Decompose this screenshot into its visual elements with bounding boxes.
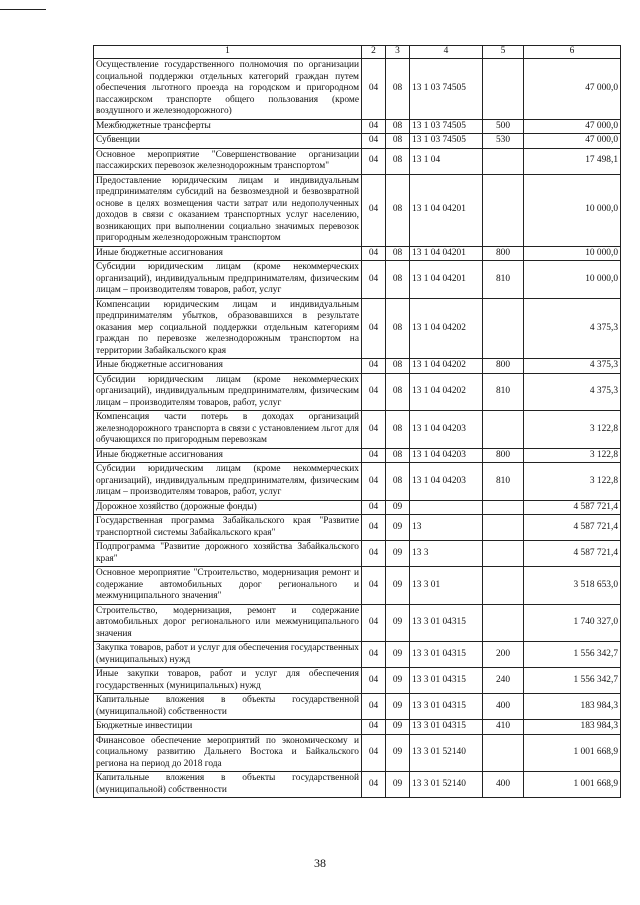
table-row bbox=[94, 604, 621, 642]
row-expense-type bbox=[483, 500, 524, 515]
row-amount: 1 556 342,7 bbox=[524, 642, 621, 668]
row-target-code: 13 1 04 bbox=[410, 148, 483, 174]
row-name: Основное мероприятие "Совершенствование организации пассажирских перевозок железнодорожным транспортом" bbox=[94, 148, 362, 174]
row-subsection: 08 bbox=[386, 411, 410, 449]
table-row bbox=[94, 298, 621, 359]
row-name: Закупка товаров, работ и услуг для обеспечения государственных (муниципальных) нужд bbox=[94, 642, 362, 668]
row-expense-type: 240 bbox=[483, 668, 524, 694]
table-row bbox=[94, 359, 621, 374]
row-section: 04 bbox=[362, 119, 386, 134]
row-section: 04 bbox=[362, 772, 386, 798]
row-name: Предоставление юридическим лицам и индивидуальным предпринимателям субсидий на безвозмездной и безвозвратной основе в целях возмещения части затрат или недополученных доходов в связи с оказанием транспортных услуг населению, возникающих при выполнении социально значимых перевозок пригородным железнодорожным транспортом bbox=[94, 174, 362, 246]
row-section: 04 bbox=[362, 734, 386, 772]
table-row bbox=[94, 567, 621, 605]
row-subsection: 08 bbox=[386, 448, 410, 463]
row-section: 04 bbox=[362, 174, 386, 246]
row-section: 04 bbox=[362, 642, 386, 668]
row-expense-type: 800 bbox=[483, 448, 524, 463]
row-subsection: 09 bbox=[386, 604, 410, 642]
row-subsection: 08 bbox=[386, 359, 410, 374]
row-name: Компенсация части потерь в доходах организаций железнодорожного транспорта в связи с установлением льгот для обучающихся по пригородным перевозкам bbox=[94, 411, 362, 449]
table-row bbox=[94, 515, 621, 541]
row-target-code bbox=[410, 500, 483, 515]
row-target-code: 13 1 03 74505 bbox=[410, 134, 483, 149]
row-section: 04 bbox=[362, 515, 386, 541]
table-row bbox=[94, 642, 621, 668]
table-row bbox=[94, 261, 621, 299]
row-expense-type: 530 bbox=[483, 134, 524, 149]
row-amount: 4 587 721,4 bbox=[524, 500, 621, 515]
row-subsection: 08 bbox=[386, 463, 410, 501]
row-amount: 183 984,3 bbox=[524, 720, 621, 735]
row-name: Иные бюджетные ассигнования bbox=[94, 448, 362, 463]
row-target-code: 13 1 04 04203 bbox=[410, 463, 483, 501]
row-target-code: 13 3 bbox=[410, 541, 483, 567]
table-row bbox=[94, 373, 621, 411]
row-target-code: 13 3 01 bbox=[410, 567, 483, 605]
row-target-code: 13 3 01 04315 bbox=[410, 720, 483, 735]
row-target-code: 13 3 01 04315 bbox=[410, 694, 483, 720]
row-section: 04 bbox=[362, 541, 386, 567]
budget-page bbox=[93, 45, 620, 798]
table-row bbox=[94, 174, 621, 246]
row-name: Иные бюджетные ассигнования bbox=[94, 359, 362, 374]
row-amount: 4 375,3 bbox=[524, 373, 621, 411]
header-row bbox=[94, 46, 621, 59]
budget-table bbox=[93, 45, 621, 798]
table-row bbox=[94, 463, 621, 501]
header-cell-name: 1 bbox=[94, 46, 362, 59]
row-target-code: 13 3 01 52140 bbox=[410, 772, 483, 798]
row-target-code: 13 1 04 04201 bbox=[410, 246, 483, 261]
row-subsection: 08 bbox=[386, 174, 410, 246]
row-amount: 47 000,0 bbox=[524, 59, 621, 120]
row-subsection: 08 bbox=[386, 261, 410, 299]
page-number: 38 bbox=[314, 856, 326, 870]
row-section: 04 bbox=[362, 134, 386, 149]
row-target-code: 13 1 04 04203 bbox=[410, 448, 483, 463]
row-amount: 3 122,8 bbox=[524, 448, 621, 463]
row-expense-type bbox=[483, 567, 524, 605]
row-section: 04 bbox=[362, 694, 386, 720]
row-subsection: 09 bbox=[386, 734, 410, 772]
table-row bbox=[94, 134, 621, 149]
table-row bbox=[94, 148, 621, 174]
row-name: Бюджетные инвестиции bbox=[94, 720, 362, 735]
row-target-code: 13 1 04 04201 bbox=[410, 261, 483, 299]
row-subsection: 08 bbox=[386, 119, 410, 134]
table-row bbox=[94, 668, 621, 694]
row-amount: 4 375,3 bbox=[524, 298, 621, 359]
row-expense-type bbox=[483, 59, 524, 120]
table-row bbox=[94, 119, 621, 134]
row-name: Иные бюджетные ассигнования bbox=[94, 246, 362, 261]
row-amount: 3 122,8 bbox=[524, 411, 621, 449]
header-cell-target-code: 4 bbox=[410, 46, 483, 59]
row-section: 04 bbox=[362, 720, 386, 735]
row-subsection: 08 bbox=[386, 148, 410, 174]
row-amount: 10 000,0 bbox=[524, 261, 621, 299]
row-amount: 3 518 653,0 bbox=[524, 567, 621, 605]
row-expense-type: 810 bbox=[483, 373, 524, 411]
row-expense-type bbox=[483, 298, 524, 359]
row-name: Финансовое обеспечение мероприятий по экономическому и социальному развитию Дальнего Востока и Байкальского региона на период до 2018 года bbox=[94, 734, 362, 772]
row-amount: 17 498,1 bbox=[524, 148, 621, 174]
row-subsection: 08 bbox=[386, 246, 410, 261]
row-target-code: 13 1 03 74505 bbox=[410, 119, 483, 134]
row-subsection: 09 bbox=[386, 720, 410, 735]
row-target-code: 13 3 01 04315 bbox=[410, 604, 483, 642]
row-target-code: 13 1 04 04201 bbox=[410, 174, 483, 246]
row-expense-type bbox=[483, 604, 524, 642]
row-expense-type bbox=[483, 515, 524, 541]
row-expense-type: 810 bbox=[483, 463, 524, 501]
row-section: 04 bbox=[362, 246, 386, 261]
row-amount: 183 984,3 bbox=[524, 694, 621, 720]
row-expense-type: 800 bbox=[483, 246, 524, 261]
row-name: Подпрограмма "Развитие дорожного хозяйства Забайкальского края" bbox=[94, 541, 362, 567]
row-subsection: 09 bbox=[386, 694, 410, 720]
header-cell-amount: 6 bbox=[524, 46, 621, 59]
row-section: 04 bbox=[362, 567, 386, 605]
row-section: 04 bbox=[362, 604, 386, 642]
row-subsection: 08 bbox=[386, 134, 410, 149]
row-subsection: 09 bbox=[386, 515, 410, 541]
row-expense-type bbox=[483, 411, 524, 449]
row-section: 04 bbox=[362, 448, 386, 463]
row-expense-type: 200 bbox=[483, 642, 524, 668]
row-subsection: 09 bbox=[386, 541, 410, 567]
row-subsection: 09 bbox=[386, 500, 410, 515]
row-name: Капитальные вложения в объекты государственной (муниципальной) собственности bbox=[94, 772, 362, 798]
row-amount: 47 000,0 bbox=[524, 119, 621, 134]
row-amount: 1 556 342,7 bbox=[524, 668, 621, 694]
row-section: 04 bbox=[362, 298, 386, 359]
row-target-code: 13 3 01 04315 bbox=[410, 642, 483, 668]
row-name: Основное мероприятие "Строительство, модернизация ремонт и содержание автомобильных дорог регионального и межмуниципального значения" bbox=[94, 567, 362, 605]
table-row bbox=[94, 59, 621, 120]
row-target-code: 13 3 01 04315 bbox=[410, 668, 483, 694]
row-amount: 1 001 668,9 bbox=[524, 772, 621, 798]
row-target-code: 13 1 03 74505 bbox=[410, 59, 483, 120]
table-row bbox=[94, 500, 621, 515]
table-row bbox=[94, 734, 621, 772]
header-cell-subsection: 3 bbox=[386, 46, 410, 59]
row-target-code: 13 3 01 52140 bbox=[410, 734, 483, 772]
table-row bbox=[94, 448, 621, 463]
row-amount: 10 000,0 bbox=[524, 246, 621, 261]
row-target-code: 13 bbox=[410, 515, 483, 541]
row-name: Субсидии юридическим лицам (кроме некоммерческих организаций), индивидуальным предпринимателям, физическим лицам – производителям товаров, работ, услуг bbox=[94, 463, 362, 501]
row-name: Государственная программа Забайкальского края "Развитие транспортной системы Забайкальского края" bbox=[94, 515, 362, 541]
row-section: 04 bbox=[362, 411, 386, 449]
row-subsection: 08 bbox=[386, 59, 410, 120]
row-section: 04 bbox=[362, 261, 386, 299]
row-subsection: 08 bbox=[386, 373, 410, 411]
table-row bbox=[94, 411, 621, 449]
row-section: 04 bbox=[362, 500, 386, 515]
row-expense-type bbox=[483, 541, 524, 567]
row-section: 04 bbox=[362, 359, 386, 374]
row-expense-type: 410 bbox=[483, 720, 524, 735]
corner-rule bbox=[0, 9, 46, 10]
header-cell-expense-type: 5 bbox=[483, 46, 524, 59]
table-row bbox=[94, 772, 621, 798]
row-expense-type bbox=[483, 734, 524, 772]
row-subsection: 09 bbox=[386, 642, 410, 668]
row-expense-type: 800 bbox=[483, 359, 524, 374]
row-name: Дорожное хозяйство (дорожные фонды) bbox=[94, 500, 362, 515]
row-subsection: 08 bbox=[386, 298, 410, 359]
row-section: 04 bbox=[362, 373, 386, 411]
row-expense-type bbox=[483, 148, 524, 174]
row-name: Межбюджетные трансферты bbox=[94, 119, 362, 134]
row-subsection: 09 bbox=[386, 668, 410, 694]
row-expense-type bbox=[483, 174, 524, 246]
table-row bbox=[94, 246, 621, 261]
row-section: 04 bbox=[362, 463, 386, 501]
row-amount: 47 000,0 bbox=[524, 134, 621, 149]
row-amount: 4 375,3 bbox=[524, 359, 621, 374]
row-section: 04 bbox=[362, 668, 386, 694]
row-subsection: 09 bbox=[386, 772, 410, 798]
table-row bbox=[94, 694, 621, 720]
row-amount: 4 587 721,4 bbox=[524, 541, 621, 567]
row-name: Капитальные вложения в объекты государственной (муниципальной) собственности bbox=[94, 694, 362, 720]
row-name: Иные закупки товаров, работ и услуг для обеспечения государственных (муниципальных) нужд bbox=[94, 668, 362, 694]
row-subsection: 09 bbox=[386, 567, 410, 605]
row-expense-type: 400 bbox=[483, 772, 524, 798]
row-name: Строительство, модернизация, ремонт и содержание автомобильных дорог регионального или межмуниципального значения bbox=[94, 604, 362, 642]
row-target-code: 13 1 04 04202 bbox=[410, 298, 483, 359]
row-name: Субсидии юридическим лицам (кроме некоммерческих организаций), индивидуальным предпринимателям, физическим лицам – производителям товаров, работ, услуг bbox=[94, 373, 362, 411]
row-name: Компенсации юридическим лицам и индивидуальным предпринимателям убытков, образовавшихся в результате оказания мер социальной поддержки отдельным категориям граждан по перевозке железнодорожным транспортом на территории Забайкальского края bbox=[94, 298, 362, 359]
row-target-code: 13 1 04 04202 bbox=[410, 359, 483, 374]
table-row bbox=[94, 541, 621, 567]
table-row bbox=[94, 720, 621, 735]
row-expense-type: 500 bbox=[483, 119, 524, 134]
row-target-code: 13 1 04 04202 bbox=[410, 373, 483, 411]
row-amount: 10 000,0 bbox=[524, 174, 621, 246]
header-cell-section: 2 bbox=[362, 46, 386, 59]
row-section: 04 bbox=[362, 59, 386, 120]
row-expense-type: 810 bbox=[483, 261, 524, 299]
row-amount: 3 122,8 bbox=[524, 463, 621, 501]
row-name: Субсидии юридическим лицам (кроме некоммерческих организаций), индивидуальным предпринимателям, физическим лицам – производителям товаров, работ, услуг bbox=[94, 261, 362, 299]
row-name: Субвенции bbox=[94, 134, 362, 149]
row-amount: 4 587 721,4 bbox=[524, 515, 621, 541]
row-section: 04 bbox=[362, 148, 386, 174]
row-target-code: 13 1 04 04203 bbox=[410, 411, 483, 449]
row-name: Осуществление государственного полномочия по организации социальной поддержки отдельных категорий граждан путем обеспечения льготного проезда на городском и пригородном пассажирском транспорте общего пользования (кроме воздушного и железнодорожного) bbox=[94, 59, 362, 120]
row-amount: 1 001 668,9 bbox=[524, 734, 621, 772]
row-amount: 1 740 327,0 bbox=[524, 604, 621, 642]
row-expense-type: 400 bbox=[483, 694, 524, 720]
